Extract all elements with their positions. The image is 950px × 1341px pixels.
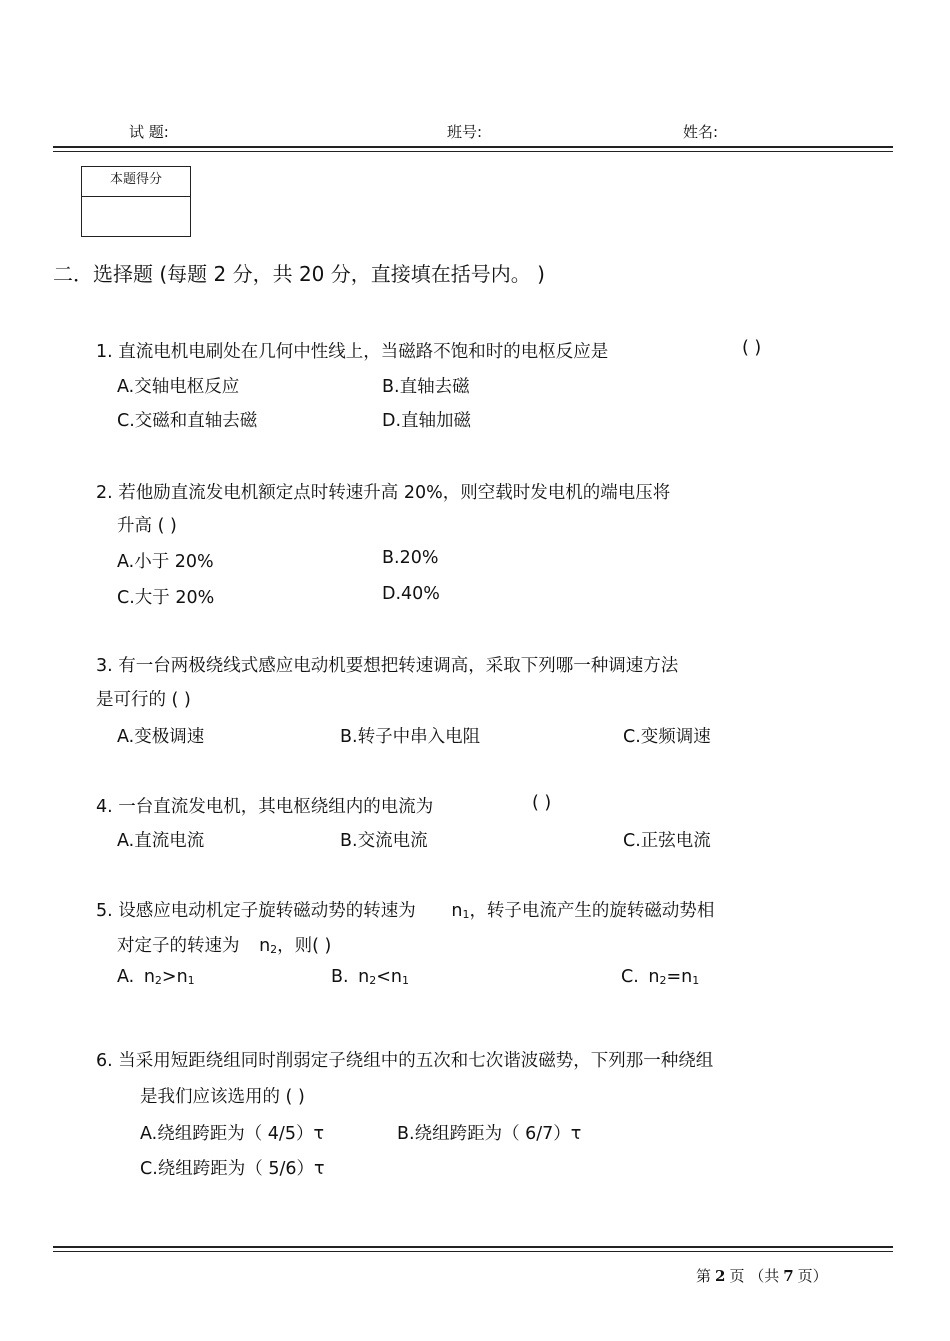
score-box-label: 本题得分: [82, 167, 190, 197]
question-2-option-c: C.大于 20%: [117, 588, 215, 608]
question-3-stem: 3. 有一台两极绕线式感应电动机要想把转速调高，采取下列哪一种调速方法: [96, 656, 679, 676]
question-5-stem-part-b: ，转子电流产生的旋转磁动势相: [469, 901, 715, 921]
question-6-stem: 6. 当采用短距绕组同时削弱定子绕组中的五次和七次谐波磁势，下列那一种绕组: [96, 1051, 714, 1071]
question-1-option-a: A.交轴电枢反应: [117, 377, 240, 397]
question-1-stem: 1. 直流电机电刷处在几何中性线上，当磁路不饱和时的电枢反应是: [96, 342, 609, 362]
question-1-answer-blank[interactable]: ( ): [742, 338, 762, 358]
question-4-option-b: B.交流电流: [340, 831, 428, 851]
question-2-option-d: D.40%: [382, 584, 440, 604]
question-3-option-c: C.变频调速: [623, 727, 711, 747]
question-4-answer-blank[interactable]: ( ): [532, 793, 552, 813]
question-5-stem: [96, 897, 714, 922]
question-5-stem-part-a: 5. 设感应电动机定子旋转磁动势的转速为: [96, 901, 416, 921]
question-6-stem-continued[interactable]: 是我们应该选用的 ( ): [140, 1087, 305, 1107]
question-6-option-c: C.绕组跨距为（ 5/6）τ: [140, 1159, 325, 1179]
question-5-stem-continued[interactable]: 对定子的转速为 $n_2$，则( ): [117, 936, 332, 956]
question-2-stem-continued[interactable]: 升高 ( ): [117, 516, 177, 536]
question-5-option-b: B. $n_2<n_1$: [331, 967, 410, 987]
footer-rule-top: [53, 1246, 893, 1248]
question-3-option-b: B.转子中串入电阻: [340, 727, 481, 747]
question-3-stem-continued[interactable]: 是可行的 ( ): [96, 690, 191, 710]
n1-symbol: $n_1$: [451, 901, 470, 921]
question-4-option-c: C.正弦电流: [623, 831, 711, 851]
class-number-label: 班号:: [447, 123, 483, 141]
question-2-stem: 2. 若他励直流发电机额定点时转速升高 20%，则空载时发电机的端电压将: [96, 483, 671, 503]
question-3-option-a: A.变极调速: [117, 727, 205, 747]
question-2-option-b: B.20%: [382, 548, 439, 568]
question-5-option-a: A. $n_2>n_1$: [117, 967, 195, 987]
name-label: 姓名:: [683, 123, 719, 141]
question-4-option-a: A.直流电流: [117, 831, 205, 851]
question-1-option-b: B.直轴去磁: [382, 377, 470, 397]
question-6-option-a: A.绕组跨距为（ 4/5）τ: [140, 1124, 324, 1144]
page-number: 第 2 页 （共 7 页）: [696, 1267, 828, 1285]
exam-label: 试 题:: [129, 123, 169, 141]
footer-rule-bottom: [53, 1251, 893, 1252]
header-rule-bottom: [53, 151, 893, 152]
n2-symbol: $n_2$: [259, 936, 278, 956]
question-2-option-a: A.小于 20%: [117, 552, 214, 572]
score-box: [81, 166, 191, 237]
question-1-option-c: C.交磁和直轴去磁: [117, 411, 258, 431]
question-4-stem: 4. 一台直流发电机，其电枢绕组内的电流为: [96, 797, 434, 817]
question-1-option-d: D.直轴加磁: [382, 411, 472, 431]
question-6-option-b: B.绕组跨距为（ 6/7）τ: [397, 1124, 582, 1144]
score-box-field[interactable]: [82, 197, 190, 236]
header-rule-top: [53, 146, 893, 148]
section-title: 二．选择题 (每题 2 分，共 20 分，直接填在括号内。 ): [53, 262, 545, 286]
question-5-option-c: C. $n_2=n_1$: [621, 967, 700, 987]
